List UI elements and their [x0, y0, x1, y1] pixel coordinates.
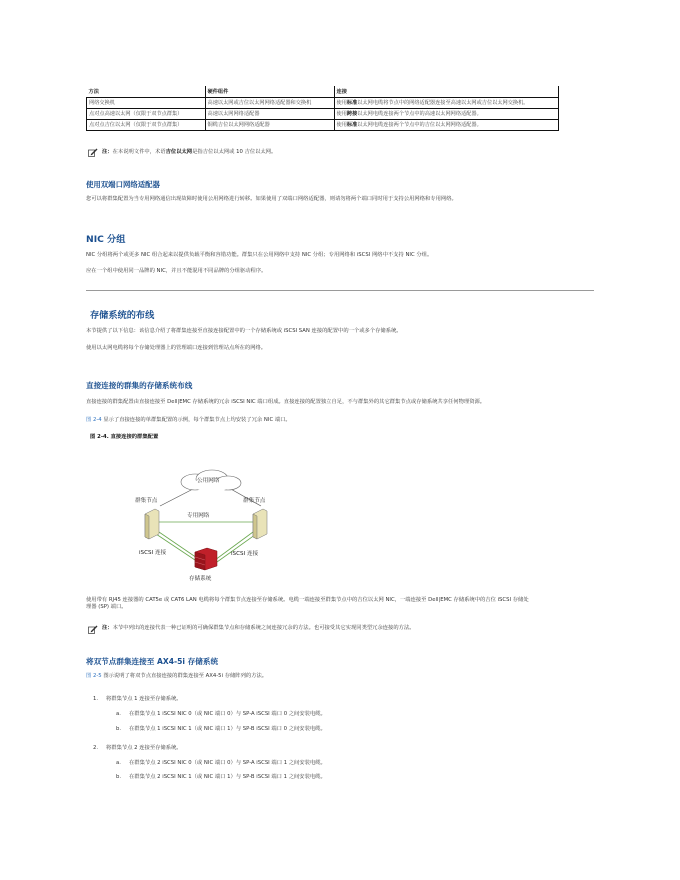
- note-text: 注：在本说明文件中，术语吉位以太网是指吉位以太网或 10 吉位以太网。: [102, 149, 277, 155]
- paragraph: NIC 分组将两个或更多 NIC 组合起来以提供负载平衡和容错功能。群集只在公用网络中支持 NIC 分组；专用网络和 iSCSI 网络中不支持 NIC 分组。: [86, 252, 433, 258]
- substep-text: 在群集节点 2 iSCSI NIC 0（或 NIC 端口 0）与 SP-A iSCSI 端口 1 之间安装电缆。: [129, 760, 326, 766]
- paragraph: 本节提供了以下信息：该信息介绍了将群集连接至直接连接配置中的一个存储系统或 iSCSI SAN 连接的配置中的一个或多个存储系统。: [86, 328, 402, 334]
- step-number: 1.: [93, 696, 99, 702]
- table-cell: 使用跨接以太网电缆连接两个节点中的高速以太网网络适配器。: [334, 109, 559, 120]
- table-cell: 高速以太网或吉位以太网网络适配器和交换机: [205, 98, 334, 109]
- divider: [86, 290, 594, 291]
- table-header: 硬件组件: [205, 86, 334, 98]
- storage-system-icon: [195, 548, 217, 570]
- public-network-label: 公用网络: [197, 478, 220, 484]
- step-number: 2.: [93, 745, 99, 751]
- paragraph: 图 2-4 显示了直接连接的单群集配置的示例，每个群集节点上均安装了冗余 NIC 端口。: [86, 417, 291, 423]
- paragraph: 图 2-5 图示说明了将双节点直接连接的群集连接至 AX4-5i 存储阵列的方法。: [86, 673, 268, 679]
- cluster-node-left: [145, 509, 159, 539]
- cluster-diagram: [125, 462, 295, 587]
- table-cell: 高速以太网网络适配器: [205, 109, 334, 120]
- private-network-label: 专用网络: [187, 513, 210, 519]
- page-title: 存储系统的布线: [90, 310, 155, 321]
- table-header: 连接: [334, 86, 559, 98]
- paragraph: 您可以将群集配置为当专用网络通信出现故障时使用公用网络进行转移。如果使用了双端口网络适配器，则请勿将两个端口同时用于支持公用网络和专用网络。: [86, 196, 457, 202]
- node-label-right: 群集节点: [243, 498, 266, 504]
- substep-letter: b.: [116, 774, 122, 780]
- substep-text: 在群集节点 2 iSCSI NIC 1（或 NIC 端口 1）与 SP-B iSCSI 端口 1 之间安装电缆。: [129, 774, 326, 780]
- iscsi-label-right: iSCSI 连接: [231, 551, 259, 557]
- substep-letter: b.: [116, 726, 122, 732]
- table-cell: 铜缆吉位以太网网络适配器: [205, 120, 334, 131]
- note-icon: [88, 148, 98, 157]
- section-heading: 使用双端口网络适配器: [86, 180, 160, 189]
- table-cell: 使用标准以太网电缆连接两个节点中的吉位以太网网络适配器。: [334, 120, 559, 131]
- iscsi-link-right-2: [217, 532, 259, 562]
- figure-link[interactable]: 图 2-5: [86, 673, 102, 679]
- table-row: [87, 120, 559, 131]
- node-label-left: 群集节点: [135, 498, 158, 504]
- table-header: 方法: [87, 86, 206, 98]
- figure-link[interactable]: 图 2-4: [86, 417, 102, 423]
- iscsi-label-left: iSCSI 连接: [139, 550, 167, 556]
- paragraph: 使用带有 RJ45 连接器的 CAT5e 或 CAT6 LAN 电缆将每个群集节点连接至存储系统。电缆一端连接至群集节点中的吉位以太网 NIC，一端连接至 Dell|EMC 存储系统中的吉位 iSCSI 存储处: [86, 597, 529, 603]
- cluster-node-right: [253, 509, 267, 539]
- network-connection-table: [86, 86, 559, 131]
- storage-label: 存储系统: [189, 576, 212, 582]
- section-heading: 将双节点群集连接至 AX4-5i 存储系统: [86, 657, 219, 666]
- table-row: [87, 109, 559, 120]
- table-cell: 网络交换机: [87, 98, 206, 109]
- step-text: 将群集节点 1 连接至存储系统。: [106, 696, 182, 702]
- paragraph: 应在一个组中使用同一品牌的 NIC，并且不能混用不同品牌的分组驱动程序。: [86, 268, 267, 274]
- paragraph: 使用以太网电缆将每个存储处理器上的管理端口连接到管理站点所在的网络。: [86, 345, 267, 351]
- table-cell: 使用标准以太网电缆将节点中的网络适配器连接至高速以太网或吉位以太网交换机。: [334, 98, 559, 109]
- section-heading: NIC 分组: [86, 234, 126, 245]
- table-cell: 点对点吉位以太网（仅限于双节点群集）: [87, 120, 206, 131]
- step-text: 将群集节点 2 连接至存储系统。: [106, 745, 182, 751]
- paragraph: 直接连接的群集配置由直接连接至 Dell|EMC 存储系统的冗余 iSCSI NIC 端口组成。直接连接的配置独立自足，不与群集外的其它群集节点或存储系统共享任何物理资源。: [86, 399, 486, 405]
- paragraph: 理器 (SP) 端口。: [86, 604, 127, 610]
- public-link-left: [160, 488, 195, 506]
- substep-text: 在群集节点 1 iSCSI NIC 0（或 NIC 端口 0）与 SP-A iSCSI 端口 0 之间安装电缆。: [129, 711, 326, 717]
- note-text: 注：本节中列出的连接代表一种已证明的可确保群集节点和存储系统之间连接冗余的方法。也可接受其它实现同类型冗余连接的方法。: [102, 625, 415, 631]
- figure-title: 图 2-4. 直接连接的群集配置: [90, 434, 159, 440]
- substep-letter: a.: [116, 711, 121, 717]
- section-heading: 直接连接的群集的存储系统布线: [86, 381, 193, 390]
- note-icon: [88, 625, 98, 634]
- table-row: [87, 98, 559, 109]
- substep-letter: a.: [116, 760, 121, 766]
- iscsi-link-left-2: [153, 532, 198, 562]
- substep-text: 在群集节点 1 iSCSI NIC 1（或 NIC 端口 1）与 SP-B iSCSI 端口 0 之间安装电缆。: [129, 726, 326, 732]
- table-cell: 点对点高速以太网（仅限于双节点群集）: [87, 109, 206, 120]
